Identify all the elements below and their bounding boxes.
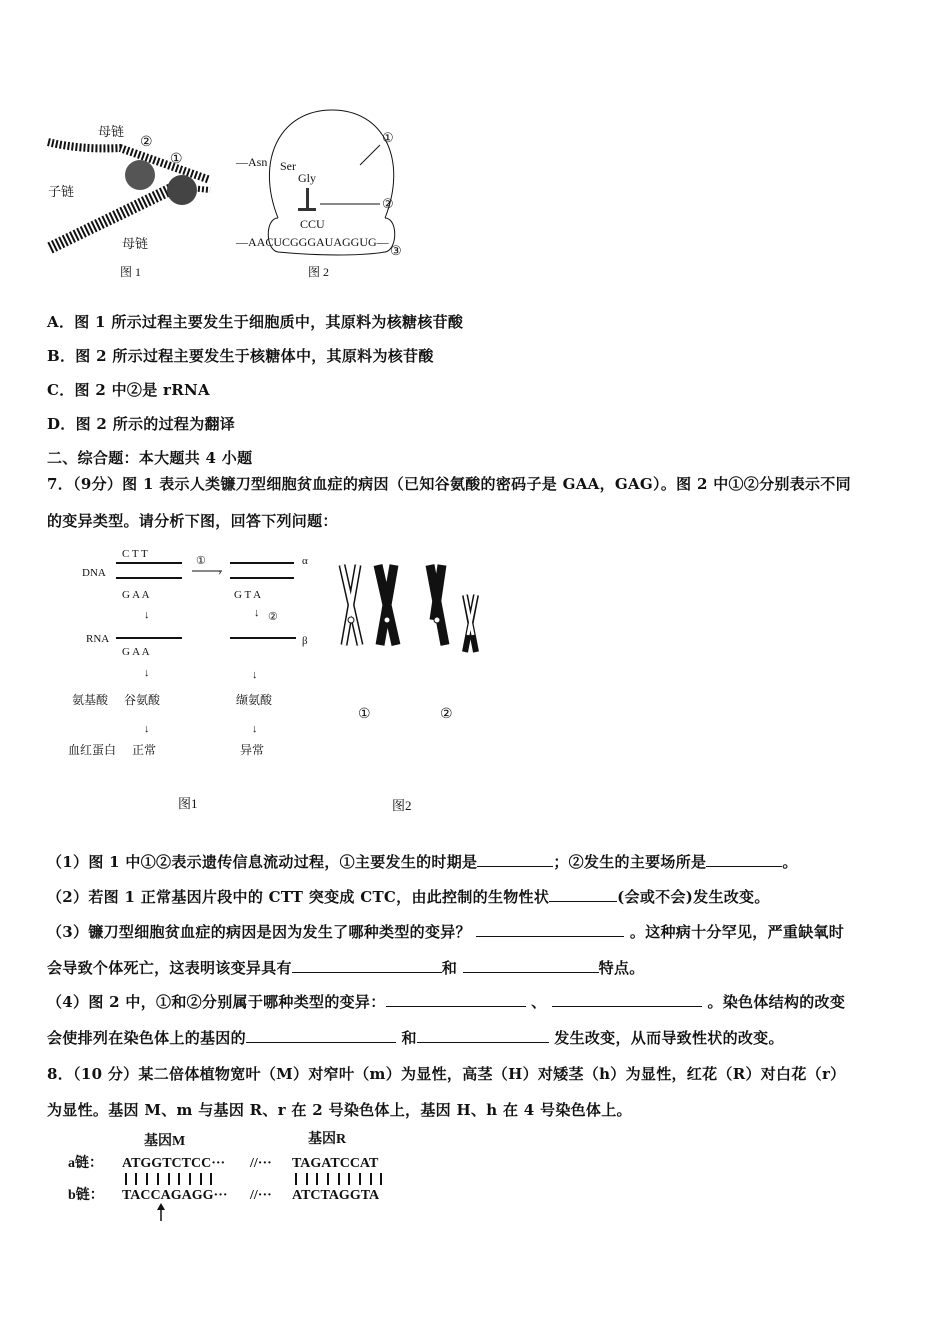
enzyme-1 <box>167 175 197 205</box>
q7-sub4-a-text: （4）图 2 中，①和②分别属于哪种类型的变异： <box>47 993 386 1011</box>
q7-sub3-c-text: 会导致个体死亡，这表明该变异具有 <box>47 959 292 977</box>
q8-text-line1: 8．（10 分）某二倍体植物宽叶（M）对窄叶（m）为显性，高茎（H）对矮茎（h）为显性，红花（R）对白花（r） <box>47 1065 846 1083</box>
q7-fig1-rna_seq-text: G A A <box>122 646 150 658</box>
label-2: ② <box>140 135 153 150</box>
svg-text:↓: ↓ <box>252 723 258 735</box>
q7-sub4-e-text: 和 <box>401 1029 417 1047</box>
q8-fig-break2-text: //··· <box>250 1188 272 1203</box>
fig_top-fig2-ccu-text: CCU <box>300 217 325 231</box>
answer-blank[interactable] <box>552 992 702 1007</box>
q7-fig1-step1-text: ① <box>196 555 206 567</box>
q7-sub4-f-text: 发生改变，从而导致性状的改变。 <box>554 1029 784 1047</box>
answer-blank[interactable] <box>706 852 782 867</box>
q8-fig-gene_r-text: 基因R <box>308 1132 347 1147</box>
q7-sub4-line2 <box>47 1027 784 1048</box>
trna-icon <box>298 208 316 211</box>
q7-sub3-line1 <box>47 921 844 942</box>
q7-fig1-amino_label-text: 氨基酸 <box>72 693 109 707</box>
answer-blank[interactable] <box>549 887 617 902</box>
label-mother-chain-bottom: 母链 <box>122 236 149 251</box>
q7-text-line2: 的变异类型。请分析下图，回答下列问题： <box>47 512 338 530</box>
answer-blank[interactable] <box>477 852 553 867</box>
base-pair-lines <box>126 1173 381 1185</box>
q7-sub4-line1 <box>47 991 845 1012</box>
q7-sub4-b-text: 、 <box>531 993 547 1011</box>
answer-blank[interactable] <box>476 922 624 937</box>
answer-blank[interactable] <box>463 958 599 973</box>
translation-figure <box>235 110 402 279</box>
answer-blank[interactable] <box>292 958 442 973</box>
fig_top-fig2-mrna-text: —AACUCGGGAUAGGUG— <box>236 235 389 249</box>
option-d: D．图 2 所示的过程为翻译 <box>47 415 236 433</box>
label-mother-chain: 母链 <box>98 124 125 139</box>
label-daughter-chain: 子链 <box>48 184 75 199</box>
q7-sub1 <box>47 851 798 872</box>
chromosome <box>430 565 445 645</box>
q8-text-line2: 为显性。基因 M、m 与基因 R、r 在 2 号染色体上，基因 H、h 在 4 号染色体上。 <box>47 1101 632 1119</box>
q7-sub3-e-text: 特点。 <box>598 959 645 977</box>
q7-sub1-b-text: ；②发生的主要场所是 <box>553 853 707 871</box>
q7-fig1-alpha-text: α <box>302 555 308 567</box>
svg-text:↓: ↓ <box>144 723 150 735</box>
label-1: ① <box>170 152 183 167</box>
q7-sub3-a-text: （3）镰刀型细胞贫血症的病因是因为发生了哪种类型的变异？ <box>47 923 471 941</box>
q7-fig2-caption-text: 图2 <box>392 798 412 813</box>
q7-fig1-beta-text: β <box>302 635 308 647</box>
q8-fig-b_seq_m-text: TACCAGAGG··· <box>122 1188 228 1203</box>
q7-fig2-label1-text: ① <box>358 707 371 722</box>
fig_top-fig2-label3-text: ③ <box>390 243 402 258</box>
figure-caption: 图 1 <box>120 265 142 279</box>
q7-fig1-glu-text: 谷氨酸 <box>124 693 161 707</box>
fig_top-fig2-caption-text: 图 2 <box>308 265 330 279</box>
fig_top-fig2-label2-text: ② <box>382 196 394 211</box>
q7-sub2-a-text: （2）若图 1 正常基因片段中的 CTT 突变成 CTC，由此控制的生物性状 <box>47 888 550 906</box>
q7-fig1-dna-text: DNA <box>82 567 106 579</box>
q7-fig1-val-text: 缬氨酸 <box>236 693 273 707</box>
q7-sub3-line2 <box>47 957 645 978</box>
q7-fig1-top_seq-text: C T T <box>122 548 148 560</box>
q7-text-line1: 7．（9分）图 1 表示人类镰刀型细胞贫血症的病因（已知谷氨酸的密码子是 GAA，GAG）。图 2 中①②分别表示不同 <box>47 475 851 493</box>
fig_top-fig2-ser-text: Ser <box>280 159 296 173</box>
enzyme-2 <box>125 160 155 190</box>
q7-fig1-mut_seq-text: G T A <box>234 589 262 601</box>
q7-sub1-c-text: 。 <box>782 853 798 871</box>
q7-sub3-d-text: 和 <box>441 959 458 977</box>
chromosome <box>378 565 396 645</box>
fig_top-fig2-gly-text: Gly <box>298 171 316 185</box>
chromosome-variation-figure <box>342 565 476 813</box>
q7-sub4-d-text: 会使排列在染色体上的基因的 <box>47 1029 246 1047</box>
q8-fig-gene_m-text: 基因M <box>144 1134 186 1149</box>
replication-figure <box>48 124 210 279</box>
q7-sub4-c-text: 。染色体结构的改变 <box>707 993 846 1011</box>
arrow-up-icon <box>157 1203 165 1221</box>
q7-fig1-step2-text: ② <box>268 611 278 623</box>
q8-fig-break1-text: //··· <box>250 1156 272 1171</box>
q7-sub2-b-text: (会或不会)发生改变。 <box>617 888 770 906</box>
q7-fig1-rna-text: RNA <box>86 633 110 645</box>
q7-figures <box>40 540 500 830</box>
q7-sub2 <box>47 886 770 907</box>
q8-fig-a_seq_r-text: TAGATCCAT <box>292 1156 379 1171</box>
gene-sequence-figure <box>60 1125 420 1225</box>
svg-text:↓: ↓ <box>144 609 150 621</box>
q7-fig1-abnormal-text: 异常 <box>240 743 265 757</box>
q7-fig2-label2-text: ② <box>440 707 453 722</box>
answer-blank[interactable] <box>417 1028 549 1043</box>
replication-translation-figures <box>40 100 420 290</box>
fig_top-fig2-label1-text: ① <box>382 130 394 145</box>
q7-fig1-bottom_seq-text: G A A <box>122 589 150 601</box>
svg-text:↓: ↓ <box>144 667 150 679</box>
option-b: B．图 2 所示过程主要发生于核糖体中，其原料为核苷酸 <box>47 347 434 365</box>
q7-fig1-caption-text: 图1 <box>178 796 198 811</box>
option-c: C．图 2 中②是 rRNA <box>47 381 210 399</box>
q8-fig-b_chain-text: b链： <box>68 1188 104 1203</box>
q7-fig1-normal-text: 正常 <box>132 743 157 757</box>
gene-expression-figure <box>68 548 308 811</box>
q8-fig-b_seq_r-text: ATCTAGGTA <box>292 1188 380 1203</box>
q8-fig-a_seq_m-text: ATGGTCTCC··· <box>122 1156 226 1171</box>
q8-fig-a_chain-text: a链： <box>68 1156 103 1171</box>
section-heading: 二、综合题：本大题共 4 小题 <box>47 449 253 467</box>
q7-sub3-b-text: 。这种病十分罕见，严重缺氧时 <box>629 923 845 941</box>
q7-fig1-hb_label-text: 血红蛋白 <box>68 743 117 757</box>
svg-text:›: › <box>218 566 222 578</box>
answer-blank[interactable] <box>246 1028 396 1043</box>
answer-blank[interactable] <box>386 992 526 1007</box>
svg-text:↓: ↓ <box>254 607 260 619</box>
q7-sub1-a-text: （1）图 1 中①②表示遗传信息流动过程，①主要发生的时期是 <box>47 853 478 871</box>
option-a: A．图 1 所示过程主要发生于细胞质中，其原料为核糖核苷酸 <box>47 313 464 331</box>
fig_top-fig2-asn-text: —Asn <box>236 155 268 169</box>
svg-text:↓: ↓ <box>252 669 258 681</box>
